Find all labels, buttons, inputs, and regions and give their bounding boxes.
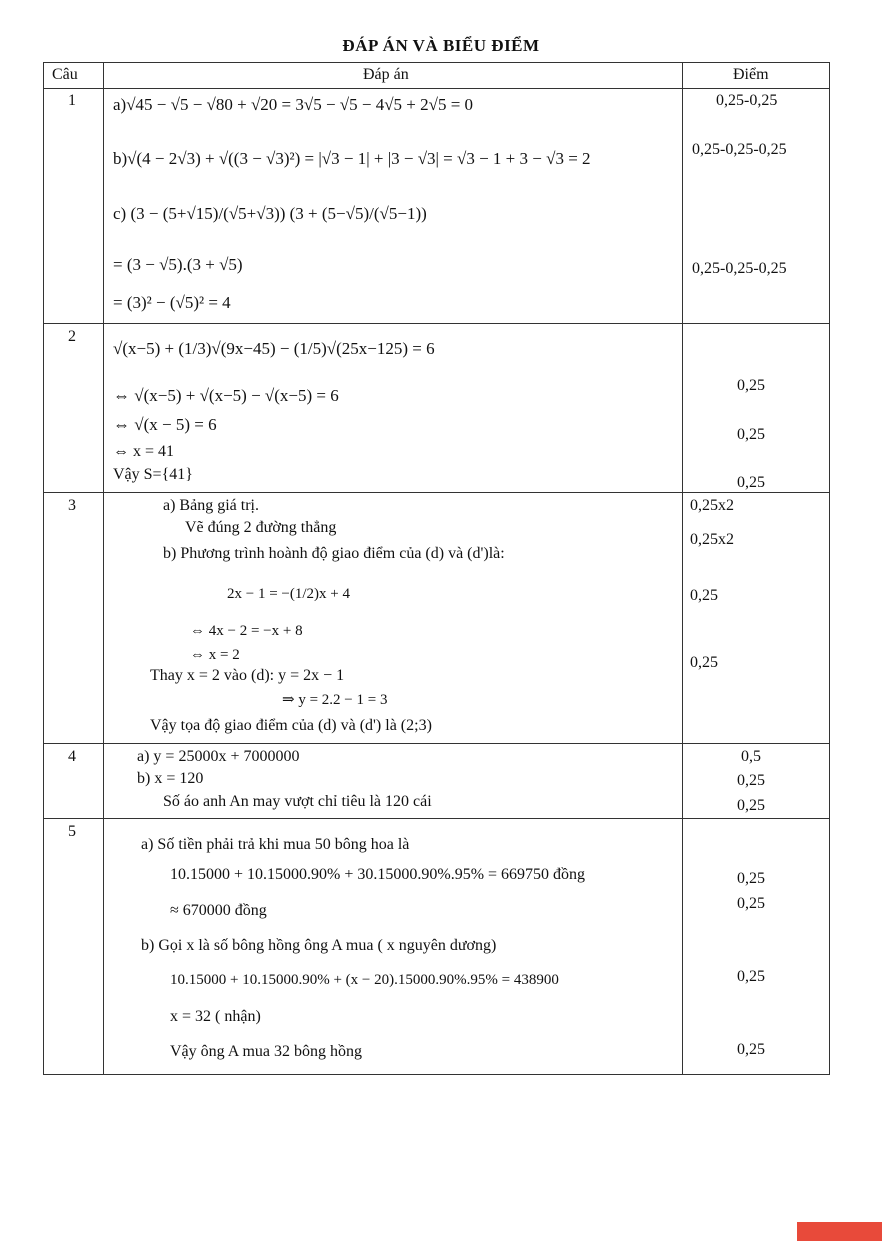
q5-line5: 10.15000 + 10.15000.90% + (x − 20).15000.90%.95% = 438900 — [170, 972, 559, 988]
header-cau: Câu — [52, 66, 78, 83]
q4-line3: Số áo anh An may vượt chỉ tiêu là 120 cái — [163, 793, 432, 810]
question-number-3: 3 — [68, 497, 76, 514]
table-border-left — [43, 62, 44, 1075]
q1-part-a: a)√45 − √5 − √80 + √20 = 3√5 − √5 − 4√5 + 2√5 = 0 — [113, 95, 474, 114]
q4-score-3: 0,25 — [737, 797, 765, 814]
column-divider-2 — [682, 62, 683, 1075]
q5-score-1: 0,25 — [737, 870, 765, 887]
q3-score-1: 0,25x2 — [690, 497, 734, 514]
q3-line2: Vẽ đúng 2 đường thẳng — [185, 519, 337, 536]
q1-a-score: 0,25-0,25 — [716, 92, 778, 109]
table-border-bottom — [43, 1074, 830, 1075]
q2-line5: Vậy S={41} — [113, 466, 193, 483]
q5-score-2: 0,25 — [737, 895, 765, 912]
q2-line1: √(x−5) + (1/3)√(9x−45) − (1/5)√(25x−125) = 6 — [113, 339, 435, 358]
q1-part-c-line3: = (3)² − (√5)² = 4 — [113, 293, 231, 312]
q1-c-score: 0,25-0,25-0,25 — [692, 260, 787, 277]
question-number-1: 1 — [68, 92, 76, 109]
q5-score-4: 0,25 — [737, 1041, 765, 1058]
row-divider-4 — [43, 818, 830, 819]
q5-line1: a) Số tiền phải trả khi mua 50 bông hoa là — [141, 836, 410, 853]
q3-line3: b) Phương trình hoành độ giao điểm của (d) và (d')là: — [163, 545, 505, 562]
q5-line2: 10.15000 + 10.15000.90% + 30.15000.90%.95% = 669750 đồng — [170, 866, 586, 883]
row-divider-2 — [43, 492, 830, 493]
q5-line7: Vậy ông A mua 32 bông hồng — [170, 1043, 362, 1060]
q5-line4: b) Gọi x là số bông hồng ông A mua ( x nguyên dương) — [141, 937, 497, 954]
q5-line3: ≈ 670000 đồng — [170, 902, 267, 919]
q1-part-c-line1: c) (3 − (5+√15)/(√5+√3)) (3 + (5−√5)/(√5−1)) — [113, 204, 427, 223]
q2-score-2: 0,25 — [737, 426, 765, 443]
q2-line2: ⇔ √(x−5) + √(x−5) − √(x−5) = 6 — [113, 386, 339, 405]
q3-line5: ⇔ 4x − 2 = −x + 8 — [190, 623, 303, 639]
q3-line4: 2x − 1 = −(1/2)x + 4 — [227, 586, 350, 602]
question-number-5: 5 — [68, 823, 76, 840]
q4-line2: b) x = 120 — [137, 770, 204, 787]
column-divider-1 — [103, 62, 104, 1075]
question-number-4: 4 — [68, 748, 76, 765]
q5-score-3: 0,25 — [737, 968, 765, 985]
row-divider-3 — [43, 743, 830, 744]
table-border-right — [829, 62, 830, 1075]
q3-score-4: 0,25 — [690, 654, 718, 671]
q4-score-1: 0,5 — [741, 748, 761, 765]
q4-score-2: 0,25 — [737, 772, 765, 789]
q5-line6: x = 32 ( nhận) — [170, 1008, 261, 1025]
corner-accent-bar — [797, 1222, 882, 1241]
question-number-2: 2 — [68, 328, 76, 345]
q1-b-score: 0,25-0,25-0,25 — [692, 141, 787, 158]
q2-score-1: 0,25 — [737, 377, 765, 394]
row-divider-1 — [43, 323, 830, 324]
header-diem: Điểm — [733, 66, 769, 83]
q1-part-b: b)√(4 − 2√3) + √((3 − √3)²) = |√3 − 1| + |3 − √3| = √3 − 1 + 3 − √3 = 2 — [113, 149, 591, 168]
q4-line1: a) y = 25000x + 7000000 — [137, 748, 300, 765]
page-title: ĐÁP ÁN VÀ BIỂU ĐIỂM — [342, 36, 540, 55]
q3-line7: Thay x = 2 vào (d): y = 2x − 1 — [150, 667, 345, 684]
q1-part-c-line2: = (3 − √5).(3 + √5) — [113, 255, 243, 274]
q3-line8: ⇒ y = 2.2 − 1 = 3 — [282, 692, 388, 708]
header-dap-an: Đáp án — [363, 66, 409, 83]
q2-score-3: 0,25 — [737, 474, 765, 491]
q2-line3: ⇔ √(x − 5) = 6 — [113, 415, 217, 434]
header-divider — [43, 88, 830, 89]
q3-score-3: 0,25 — [690, 587, 718, 604]
q3-line6: ⇔ x = 2 — [190, 647, 240, 663]
q3-score-2: 0,25x2 — [690, 531, 734, 548]
table-border-top — [43, 62, 830, 63]
q3-line1: a) Bảng giá trị. — [163, 497, 259, 514]
q2-line4: ⇔ x = 41 — [113, 443, 175, 460]
q3-line9: Vậy tọa độ giao điểm của (d) và (d') là (2;3) — [150, 717, 432, 734]
